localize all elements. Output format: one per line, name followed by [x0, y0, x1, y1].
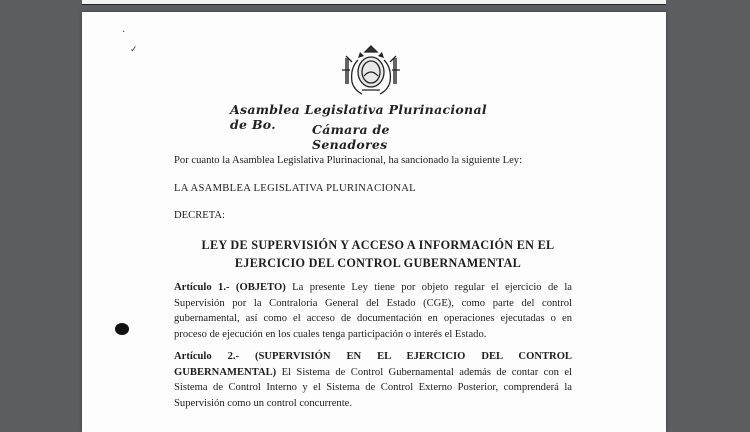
previous-page-edge	[82, 0, 666, 5]
article-2-line4: Supervisión como un control concurrente.	[174, 397, 352, 409]
article-2-line2	[174, 365, 572, 381]
letterhead-line1: Asamblea Legislativa Plurinacional de Bo.	[230, 102, 487, 132]
document-page	[82, 12, 666, 432]
article-1	[174, 280, 572, 342]
article-2-line3: Sistema de Control Interno y el Sistema de Control Externo Posterior, comprenderá la	[174, 382, 572, 394]
article-1-line1	[174, 280, 572, 296]
article-2-heading-cont: GUBERNAMENTAL)	[174, 366, 277, 378]
law-title-line2: EJERCICIO DEL CONTROL GUBERNAMENTAL	[234, 256, 522, 270]
decreta-heading: DECRETA:	[174, 210, 225, 221]
article-2-text: El Sistema de Control Gubernamental además de contar con el	[281, 366, 573, 378]
article-1-line2: Supervisión por la Contraloría General del Estado (CGE), como parte del control	[174, 297, 572, 309]
scan-speck: ✓	[130, 44, 138, 54]
article-2	[174, 349, 572, 411]
assembly-heading: LA ASAMBLEA LEGISLATIVA PLURINACIONAL	[174, 183, 416, 194]
article-2-heading: Artículo 2.- (SUPERVISIÓN EN EL EJERCICIO DEL CONTROL	[174, 351, 572, 362]
bolivia-coat-of-arms-icon	[338, 42, 404, 98]
article-1-line3: gubernamental, así como el acceso de documentación en operaciones ejecutadas o en	[174, 313, 572, 325]
article-1-text: La presente Ley tiene por objeto regular el ejercicio de la	[292, 282, 572, 293]
article-1-heading: Artículo 1.- (OBJETO)	[174, 282, 286, 293]
letterhead-line2: Cámara de Senadores	[312, 122, 390, 152]
article-1-line4: proceso de ejecución en los cuales tenga participación o interés el Estado.	[174, 328, 487, 340]
law-title-line1: LEY DE SUPERVISIÓN Y ACCESO A INFORMACIÓN EN EL	[201, 238, 555, 252]
scan-speck: ·	[122, 27, 126, 38]
intro-text: Por cuanto la Asamblea Legislativa Plurinacional, ha sancionado la siguiente Ley:	[174, 155, 523, 166]
article-2-heading-line1	[174, 349, 572, 365]
punch-hole	[115, 323, 129, 335]
